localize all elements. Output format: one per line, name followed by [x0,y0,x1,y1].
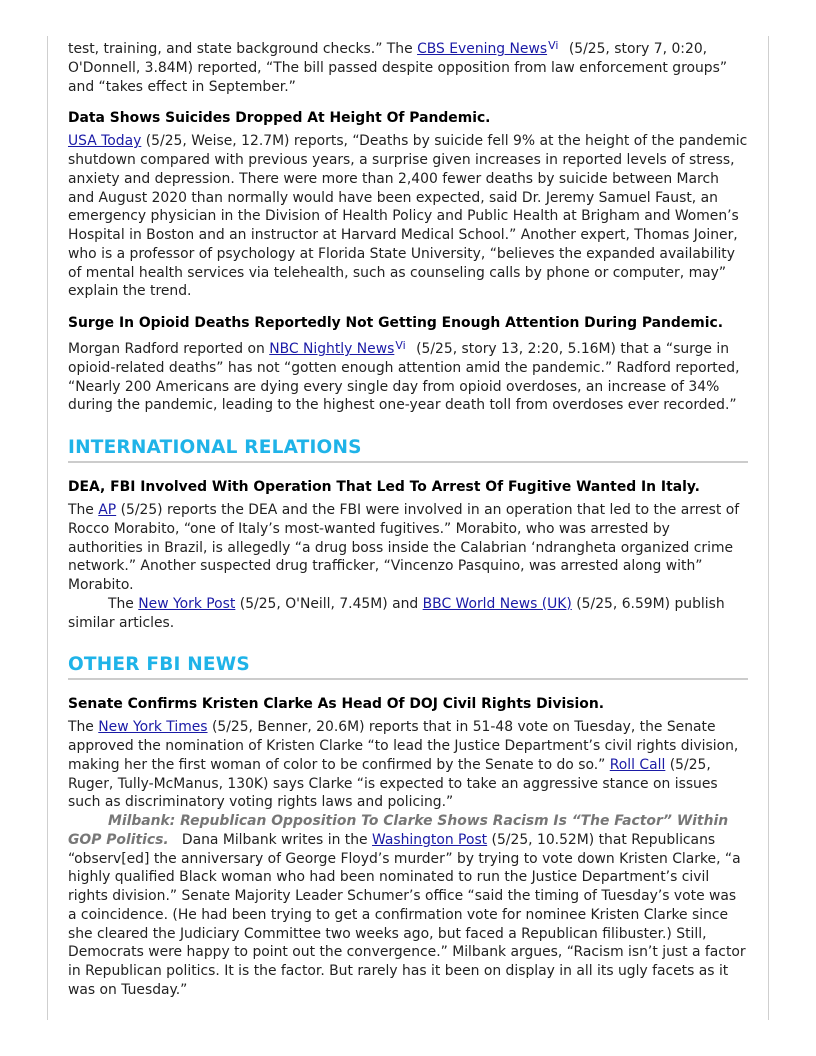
washington-post-link[interactable]: Washington Post [372,831,488,848]
section-heading-other-fbi-news: OTHER FBI NEWS [68,654,748,680]
new-york-post-link[interactable]: New York Post [138,595,236,612]
bbc-world-news-link[interactable]: BBC World News (UK) [422,595,572,612]
right-margin-rule [768,36,769,1020]
article-body: The AP (5/25) reports the DEA and the FBI were involved in an operation that led to the arrest of Rocco Morabito, “one of Italy’s most-wanted fugitives.” Morabito, who was arrested by authorities in Brazil, is allegedly “a drug boss inside the Calabrian ‘ndrangheta organized crime network.” Another suspected drug trafficker, “Vincenzo Pasquino, was arrested along with” Morabito. [68,502,740,593]
video-icon[interactable]: Vi [395,339,406,352]
new-york-times-link[interactable]: New York Times [98,719,208,736]
left-margin-rule [47,36,48,1020]
ap-link[interactable]: AP [98,502,117,518]
cbs-evening-news-link[interactable]: CBS Evening News [417,41,548,57]
article-headline: Senate Confirms Kristen Clarke As Head Of DOJ Civil Rights Division. [68,696,604,713]
article-body: Morgan Radford reported on NBC Nightly News$^{Vi}$ (5/25, story 13, 2:20, 5.16M) that a “surge in opioid-related deaths” has not “gotten enough attention amid the pandemic.” Radford reported, “Nearly 200 Americans are dying every single day from opioid overdoses, an increase of 34% during the pandemic, leading to the highest one-year death toll from overdoses ever recorded.” [68,339,740,414]
roll-call-link[interactable]: Roll Call [609,756,666,773]
article-headline: DEA, FBI Involved With Operation That Led To Arrest Of Fugitive Wanted In Italy. [68,479,700,495]
section-heading-international-relations: INTERNATIONAL RELATIONS [68,437,748,463]
sub-headline: Milbank: Republican Opposition To Clarke Shows Racism Is “The Factor” Within GOP Politics. [68,813,729,848]
nbc-nightly-news-link[interactable]: NBC Nightly News [269,341,395,357]
article-body: Milbank: Republican Opposition To Clarke Shows Racism Is “The Factor” Within GOP Politics. Dana Milbank writes in the Washington Post (5/25, 10.52M) that Republicans “observ[ed] the anniversary of George Floyd’s murder” by trying to vote down Kristen Clarke, “a highly qualified Black woman who had been nominated to run the Justice Department’s civil rights division.” Senate Majority Leader Schumer’s office “said the timing of Tuesday’s vote was a coincidence. (He had been trying to get a confirmation vote for nominee Kristen Clarke since she cleared the Judiciary Committee two weeks ago, but faced a Republican filibuster.) Still, Democrats were happy to point out the convergence.” Milbank argues, “Racism isn’t just a factor in Republican politics. It is the factor. But rarely has it been on display in all its ugly facets as it was on Tuesday.” [68,813,746,998]
newsletter-content [68,37,748,1000]
article-headline: Surge In Opioid Deaths Reportedly Not Getting Enough Attention During Pandemic. [68,315,724,331]
article-body: USA Today (5/25, Weise, 12.7M) reports, “Deaths by suicide fell 9% at the height of the pandemic shutdown compared with previous years, a surprise given increases in reported levels of stress, anxiety and depression. There were more than 2,400 fewer deaths by suicide between March and August 2020 than normally would have been expected, said Dr. Jeremy Samuel Faust, an emergency physician in the Division of Health Policy and Public Health at Brigham and Women’s Hospital in Boston and an instructor at Harvard Medical School.” Another expert, Thomas Joiner, who is a professor of psychology at Florida State University, “believes the expanded availability of mental health services via telehealth, such as counseling calls by phone or computer, may” explain the trend. [68,133,748,300]
article-body: The New York Times (5/25, Benner, 20.6M) reports that in 51-48 vote on Tuesday, the Senate approved the nomination of Kristen Clarke “to lead the Justice Department’s civil rights division, making her the first woman of color to be confirmed by the Senate to do so.” Roll Call (5/25, Ruger, Tully-McManus, 130K) says Clarke “is expected to take an aggressive stance on issues such as discriminatory voting rights laws and policing.” [68,719,739,811]
usa-today-link[interactable]: USA Today [68,133,142,150]
article-headline: Data Shows Suicides Dropped At Height Of Pandemic. [68,110,491,127]
video-icon[interactable]: Vi [548,39,559,52]
article-body: test, training, and state background checks.” The CBS Evening News$^{Vi}$ (5/25, story 7, 0:20, O'Donnell, 3.84M) reported, “The bill passed despite opposition from law enforcement groups” and “takes effect in September.” [68,39,728,95]
article-body: The New York Post (5/25, O'Neill, 7.45M) and BBC World News (UK) (5/25, 6.59M) publish similar articles. [68,595,725,631]
